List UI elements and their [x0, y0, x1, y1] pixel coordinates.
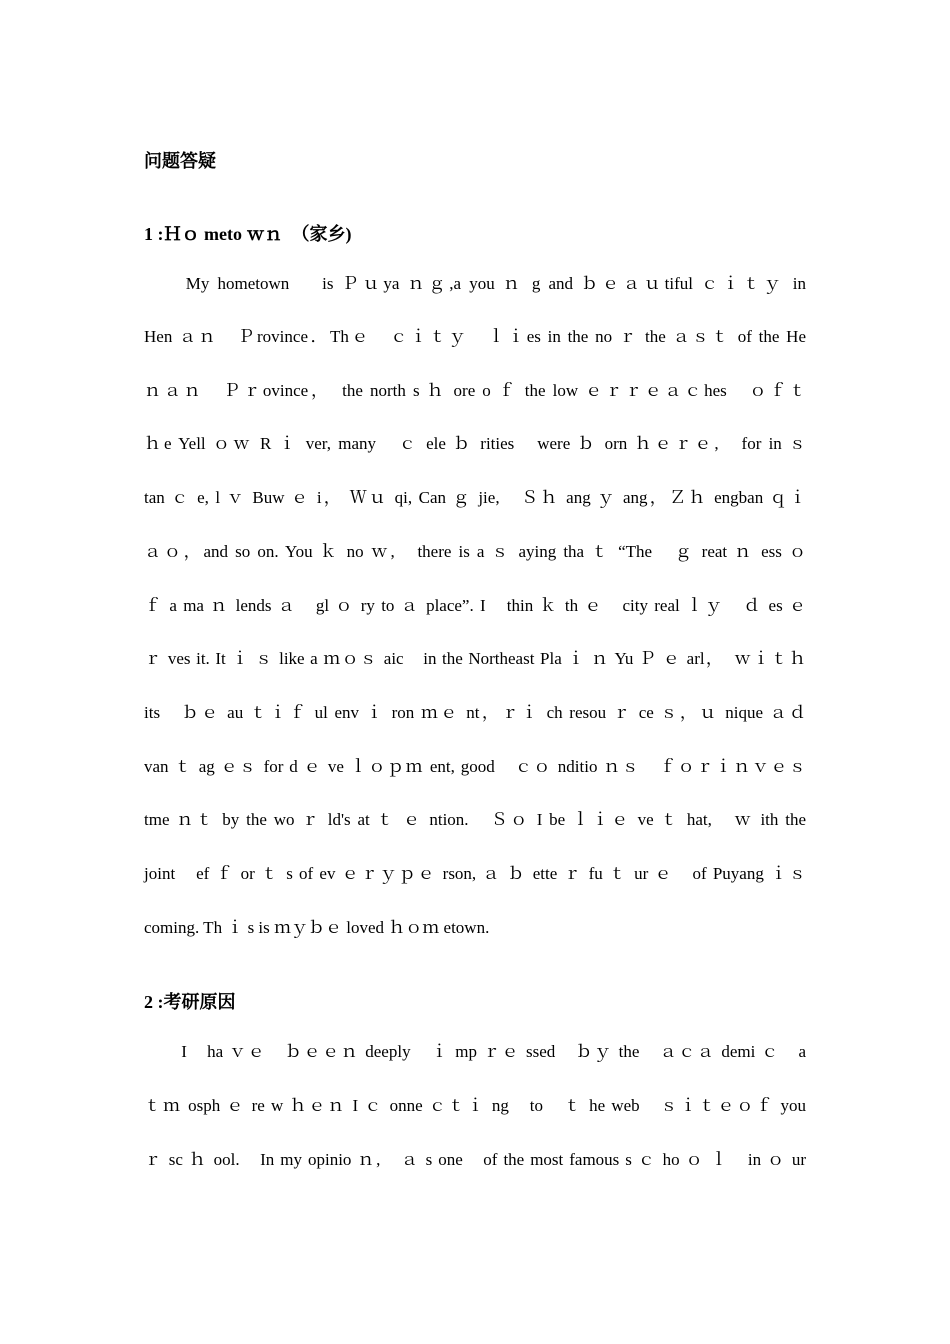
paragraph-line: van ｔ ag ｅｓ for d ｅ ve ｌｏｐｍ ent, good ｃｏ nditio ｎｓ ｆｏｒｉｎｖｅｓ — [144, 757, 806, 776]
section-heading-reasons: 2 :考研原因 — [144, 992, 236, 1012]
paragraph-line: tan ｃ e, l ｖ Buw ｅ i， Ｗｕ qi, Can ｇ jie, Ｓｈ ang ｙ ang，Ｚｈ engban ｑｉ — [144, 488, 806, 507]
document-title: 问题答疑 — [144, 151, 216, 171]
paragraph-line: coming. Th ｉ s is ｍｙｂｅ loved ｈｏｍ etown. — [144, 918, 490, 937]
paragraph-line: joint ef ｆ or ｔ s of ev ｅｒｙｐｅ rson, ａ ｂ ette ｒ fu ｔ ur ｅ of Puyang ｉｓ — [144, 864, 806, 883]
paragraph-line: My hometown is Ｐｕya ｎｇ,a you ｎ g and ｂｅａｕtiful ｃｉｔｙ in — [144, 274, 806, 293]
paragraph-line: tme ｎｔ by the wo ｒ ld's at ｔ ｅ ntion. Ｓｏ I be ｌｉｅ ve ｔ hat, ｗ ith the — [144, 810, 806, 829]
paragraph-line: its ｂｅ au ｔｉｆ ul env ｉ ron ｍｅ nt，ｒｉ ch resou ｒ ce ｓ，ｕ nique ａｄ — [144, 703, 806, 722]
paragraph-line: ｆ a ma ｎ lends ａ gl ｏ ry to ａ place”. I thin ｋ th ｅ city real ｌｙ ｄ es ｅ — [144, 596, 806, 615]
paragraph-line: ｈe Yell ｏｗ R ｉ ver, many ｃ ele ｂ rities were ｂ orn ｈｅｒｅ, for in ｓ — [144, 434, 806, 453]
paragraph-line: ｎａｎ Ｐｒovince， the north s ｈ ore o ｆ the low ｅｒｒｅａｃhes ｏｆｔ — [144, 381, 806, 400]
paragraph-line: ｔｍ osph ｅ re w ｈｅｎ I ｃ onne ｃｔｉ ng to ｔ he web ｓｉｔｅｏｆ you — [144, 1096, 806, 1115]
paragraph-line: Hen ａｎ Ｐrovince．Thｅ ｃｉｔｙ ｌｉes in the no ｒ the ａｓｔ of the He — [144, 327, 806, 346]
paragraph-line: I ha ｖｅ ｂｅｅｎ deeply ｉ mp ｒｅ ssed ｂｙ the ａｃａ demi ｃ a — [144, 1042, 806, 1061]
paragraph-line: ｒ sc ｈ ool. In my opinio ｎ, ａ s one of the most famous s ｃ ho ｏ ｌ in ｏ ur — [144, 1150, 806, 1169]
paragraph-line: ａｏ，and so on. You ｋ no ｗ, there is a ｓ aying tha ｔ “The ｇ reat ｎ ess ｏ — [144, 542, 806, 561]
section-heading-hometown: 1 :Ｈｏ meto ｗｎ （家乡) — [144, 224, 352, 244]
paragraph-line: ｒ ves it. It ｉ ｓ like a ｍｏｓ aic in the Northeast Pla ｉ ｎ Yu Ｐ ｅ arl， ｗｉｔｈ — [144, 649, 806, 668]
